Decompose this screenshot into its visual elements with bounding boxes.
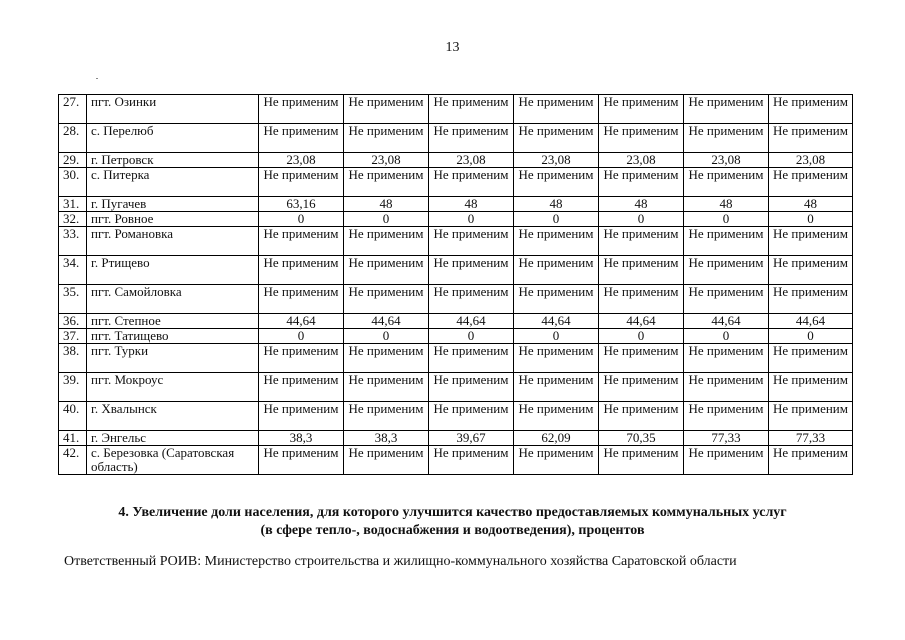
table-row <box>59 329 853 344</box>
value-cell: 23,08 <box>429 153 514 168</box>
row-number: 27. <box>59 95 87 124</box>
settlement-name: пгт. Мокроус <box>87 373 259 402</box>
section-title-line-2: (в сфере тепло-, водоснабжения и водоотведения), процентов <box>260 523 645 538</box>
settlement-name: с. Питерка <box>87 168 259 197</box>
value-cell: Не применим <box>514 446 599 475</box>
value-cell: 0 <box>429 212 514 227</box>
value-cell: 44,64 <box>259 314 344 329</box>
value-cell: Не применим <box>599 168 684 197</box>
value-cell: 48 <box>769 197 853 212</box>
settlement-name: г. Петровск <box>87 153 259 168</box>
value-cell: Не применим <box>514 256 599 285</box>
value-cell: Не применим <box>599 285 684 314</box>
scan-artifact <box>96 78 98 79</box>
settlement-name: пгт. Самойловка <box>87 285 259 314</box>
value-cell: Не применим <box>429 344 514 373</box>
table-row <box>59 431 853 446</box>
value-cell: Не применим <box>429 168 514 197</box>
value-cell: 0 <box>684 329 769 344</box>
section-title <box>0 504 905 540</box>
table-row <box>59 344 853 373</box>
settlement-name: пгт. Ровное <box>87 212 259 227</box>
value-cell: Не применим <box>344 344 429 373</box>
value-cell: Не применим <box>599 402 684 431</box>
value-cell: 44,64 <box>684 314 769 329</box>
value-cell: 0 <box>259 212 344 227</box>
value-cell: Не применим <box>344 124 429 153</box>
value-cell: 0 <box>514 329 599 344</box>
section-title-line-1: 4. Увеличение доли населения, для которого улучшится качество предоставляемых коммунальных услуг <box>118 505 787 520</box>
value-cell: Не применим <box>769 285 853 314</box>
table-row <box>59 285 853 314</box>
value-cell: 70,35 <box>599 431 684 446</box>
value-cell: 62,09 <box>514 431 599 446</box>
value-cell: 63,16 <box>259 197 344 212</box>
value-cell: Не применим <box>684 446 769 475</box>
value-cell: 38,3 <box>344 431 429 446</box>
value-cell: Не применим <box>599 446 684 475</box>
value-cell: Не применим <box>769 344 853 373</box>
value-cell: Не применим <box>599 256 684 285</box>
value-cell: 0 <box>599 329 684 344</box>
value-cell: 0 <box>599 212 684 227</box>
value-cell: Не применим <box>769 227 853 256</box>
value-cell: Не применим <box>344 168 429 197</box>
settlement-name: пгт. Степное <box>87 314 259 329</box>
value-cell: Не применим <box>259 168 344 197</box>
settlement-name: с. Березовка (Саратовская область) <box>87 446 259 475</box>
settlement-name: г. Хвалынск <box>87 402 259 431</box>
value-cell: Не применим <box>684 95 769 124</box>
value-cell: Не применим <box>259 402 344 431</box>
value-cell: Не применим <box>344 446 429 475</box>
value-cell: Не применим <box>684 285 769 314</box>
settlement-name: г. Энгельс <box>87 431 259 446</box>
value-cell: Не применим <box>259 256 344 285</box>
value-cell: Не применим <box>684 256 769 285</box>
value-cell: Не применим <box>599 227 684 256</box>
value-cell: 23,08 <box>684 153 769 168</box>
row-number: 35. <box>59 285 87 314</box>
value-cell: Не применим <box>259 446 344 475</box>
value-cell: Не применим <box>344 373 429 402</box>
value-cell: Не применим <box>769 256 853 285</box>
row-number: 33. <box>59 227 87 256</box>
value-cell: Не применим <box>514 344 599 373</box>
table-row <box>59 197 853 212</box>
indicator-table <box>58 94 853 475</box>
value-cell: 23,08 <box>599 153 684 168</box>
value-cell: Не применим <box>514 373 599 402</box>
table-row <box>59 95 853 124</box>
row-number: 28. <box>59 124 87 153</box>
table-row <box>59 227 853 256</box>
value-cell: Не применим <box>514 402 599 431</box>
value-cell: Не применим <box>769 446 853 475</box>
value-cell: 48 <box>599 197 684 212</box>
settlement-name: пгт. Турки <box>87 344 259 373</box>
table-row <box>59 168 853 197</box>
value-cell: 44,64 <box>344 314 429 329</box>
value-cell: Не применим <box>429 373 514 402</box>
value-cell: Не применим <box>514 95 599 124</box>
value-cell: Не применим <box>344 95 429 124</box>
row-number: 38. <box>59 344 87 373</box>
value-cell: Не применим <box>684 344 769 373</box>
value-cell: 0 <box>344 212 429 227</box>
responsible-authority: Ответственный РОИВ: Министерство строительства и жилищно-коммунального хозяйства Саратовской области <box>64 554 737 569</box>
value-cell: 77,33 <box>769 431 853 446</box>
value-cell: Не применим <box>429 95 514 124</box>
row-number: 36. <box>59 314 87 329</box>
value-cell: Не применим <box>259 227 344 256</box>
table-row <box>59 373 853 402</box>
value-cell: 0 <box>514 212 599 227</box>
value-cell: 44,64 <box>429 314 514 329</box>
page-number: 13 <box>445 40 460 55</box>
row-number: 42. <box>59 446 87 475</box>
value-cell: Не применим <box>429 124 514 153</box>
value-cell: 0 <box>344 329 429 344</box>
table-row <box>59 124 853 153</box>
table-row <box>59 256 853 285</box>
value-cell: 48 <box>514 197 599 212</box>
settlement-name: с. Перелюб <box>87 124 259 153</box>
settlement-name: г. Пугачев <box>87 197 259 212</box>
table-row <box>59 446 853 475</box>
value-cell: Не применим <box>769 124 853 153</box>
table-body <box>59 95 853 475</box>
value-cell: Не применим <box>599 124 684 153</box>
value-cell: Не применим <box>769 373 853 402</box>
value-cell: Не применим <box>344 256 429 285</box>
value-cell: 23,08 <box>769 153 853 168</box>
value-cell: Не применим <box>769 402 853 431</box>
row-number: 34. <box>59 256 87 285</box>
table-row <box>59 212 853 227</box>
settlement-name: пгт. Романовка <box>87 227 259 256</box>
value-cell: Не применим <box>429 402 514 431</box>
value-cell: 23,08 <box>259 153 344 168</box>
value-cell: 23,08 <box>344 153 429 168</box>
table-row <box>59 153 853 168</box>
value-cell: Не применим <box>514 124 599 153</box>
value-cell: Не применим <box>259 95 344 124</box>
value-cell: 48 <box>344 197 429 212</box>
value-cell: Не применим <box>514 227 599 256</box>
value-cell: Не применим <box>429 446 514 475</box>
value-cell: Не применим <box>344 285 429 314</box>
value-cell: Не применим <box>684 168 769 197</box>
value-cell: 38,3 <box>259 431 344 446</box>
value-cell: Не применим <box>429 227 514 256</box>
value-cell: 44,64 <box>769 314 853 329</box>
row-number: 41. <box>59 431 87 446</box>
value-cell: Не применим <box>684 373 769 402</box>
row-number: 39. <box>59 373 87 402</box>
value-cell: Не применим <box>684 402 769 431</box>
row-number: 37. <box>59 329 87 344</box>
value-cell: Не применим <box>259 373 344 402</box>
value-cell: 0 <box>769 212 853 227</box>
row-number: 30. <box>59 168 87 197</box>
row-number: 32. <box>59 212 87 227</box>
value-cell: 39,67 <box>429 431 514 446</box>
row-number: 40. <box>59 402 87 431</box>
value-cell: 0 <box>429 329 514 344</box>
settlement-name: пгт. Татищево <box>87 329 259 344</box>
value-cell: 48 <box>684 197 769 212</box>
value-cell: Не применим <box>259 285 344 314</box>
value-cell: 0 <box>684 212 769 227</box>
value-cell: Не применим <box>344 402 429 431</box>
settlement-name: пгт. Озинки <box>87 95 259 124</box>
value-cell: Не применим <box>344 227 429 256</box>
row-number: 29. <box>59 153 87 168</box>
row-number: 31. <box>59 197 87 212</box>
value-cell: Не применим <box>599 95 684 124</box>
table-row <box>59 402 853 431</box>
value-cell: Не применим <box>429 285 514 314</box>
value-cell: 44,64 <box>599 314 684 329</box>
value-cell: Не применим <box>769 168 853 197</box>
value-cell: 77,33 <box>684 431 769 446</box>
value-cell: Не применим <box>684 227 769 256</box>
table-row <box>59 314 853 329</box>
value-cell: Не применим <box>259 124 344 153</box>
value-cell: Не применим <box>769 95 853 124</box>
value-cell: 23,08 <box>514 153 599 168</box>
value-cell: Не применим <box>599 344 684 373</box>
value-cell: Не применим <box>429 256 514 285</box>
value-cell: Не применим <box>514 168 599 197</box>
value-cell: Не применим <box>684 124 769 153</box>
value-cell: Не применим <box>514 285 599 314</box>
value-cell: Не применим <box>259 344 344 373</box>
value-cell: 44,64 <box>514 314 599 329</box>
value-cell: 48 <box>429 197 514 212</box>
settlement-name: г. Ртищево <box>87 256 259 285</box>
value-cell: 0 <box>769 329 853 344</box>
value-cell: 0 <box>259 329 344 344</box>
value-cell: Не применим <box>599 373 684 402</box>
